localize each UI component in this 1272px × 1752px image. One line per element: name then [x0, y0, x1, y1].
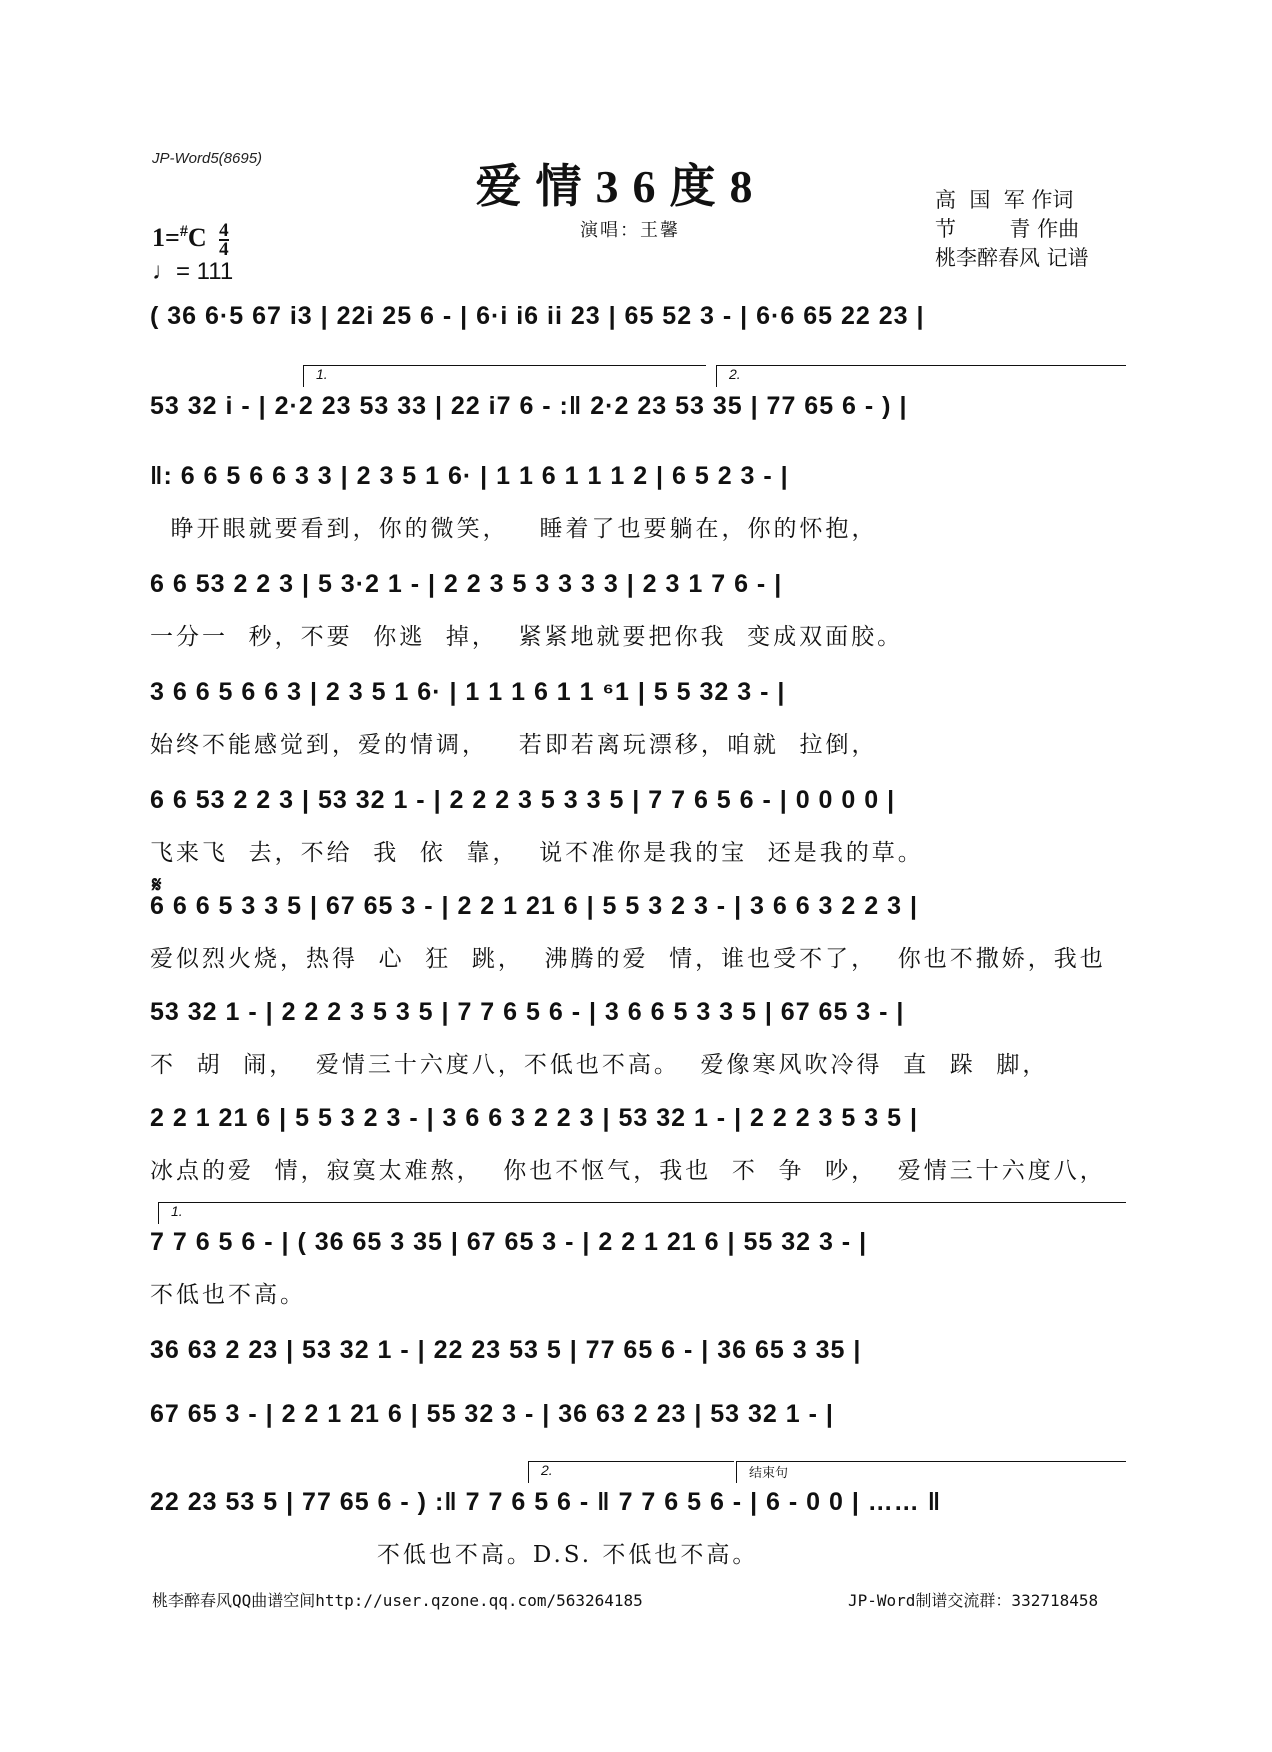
score-line-10 — [150, 1228, 1125, 1308]
volta-1: 1. — [303, 365, 706, 387]
time-top: 4 — [219, 220, 229, 241]
score-line-5 — [150, 678, 1125, 758]
score-line-9 — [150, 1104, 1125, 1184]
notation: 6 6 6 5 3 3 5 | 67 65 3 - | 2 2 1 21 6 | 5 5 3 2 3 - | 3 6 6 3 2 2 3 | — [150, 892, 918, 920]
time-signature — [219, 222, 229, 258]
lyricist-credit: 高 国 军 作词 — [935, 188, 1074, 212]
notation: 2 2 1 21 6 | 5 5 3 2 3 - | 3 6 6 3 2 2 3 | 53 32 1 - | 2 2 2 3 5 3 5 | — [150, 1104, 918, 1132]
score-line-12 — [150, 1400, 1125, 1440]
lyrics: 一分一 秒，不要 你逃 掉， 紧紧地就要把你我 变成双面胶。 — [150, 624, 904, 650]
sharp-icon: # — [179, 222, 188, 240]
key-prefix: 1= — [152, 222, 180, 252]
segno-icon: 𝄋 — [152, 872, 162, 897]
notation: 53 32 1 - | 2 2 2 3 5 3 5 | 7 7 6 5 6 - | 3 6 6 5 3 3 5 | 67 65 3 - | — [150, 998, 905, 1026]
lyrics: 飞来飞 去，不给 我 依 靠， 说不准你是我的宝 还是我的草。 — [150, 840, 924, 866]
credits — [935, 186, 1089, 273]
notation: 7 7 6 5 6 - | ( 36 65 3 35 | 67 65 3 - | 2 2 1 21 6 | 55 32 3 - | — [150, 1228, 868, 1256]
footer-right: JP-Word制谱交流群：332718458 — [848, 1591, 1099, 1610]
time-bottom: 4 — [219, 239, 229, 260]
lyrics: 不低也不高。D.S. 不低也不高。 — [150, 1542, 759, 1568]
volta-2-bottom: 2. — [528, 1461, 734, 1483]
volta-1-bottom: 1. — [158, 1202, 1126, 1224]
key-tonic: C — [187, 222, 207, 252]
score-line-6 — [150, 786, 1125, 866]
song-title: 爱情36度8 — [475, 161, 767, 212]
notation: 36 63 2 23 | 53 32 1 - | 22 23 53 5 | 77 65 6 - | 36 65 3 35 | — [150, 1336, 862, 1364]
key-signature — [152, 222, 229, 258]
lyrics: 始终不能感觉到，爱的情调， 若即若离玩漂移，咱就 拉倒， — [150, 732, 878, 758]
notation: ( 36 6·5 67 i3 | 22i 25 6 - | 6·i i6 ii 23 | 65 52 3 - | 6·6 65 22 23 | — [150, 302, 925, 330]
lyrics: 爱似烈火烧，热得 心 狂 跳， 沸腾的爱 情，谁也受不了， 你也不撒娇，我也 — [150, 946, 1106, 972]
lyrics: 睁开眼就要看到，你的微笑， 睡着了也要躺在，你的怀抱， — [150, 516, 878, 542]
notation: 67 65 3 - | 2 2 1 21 6 | 55 32 3 - | 36 63 2 23 | 53 32 1 - | — [150, 1400, 834, 1428]
score-line-2 — [150, 392, 1125, 432]
score-line-11 — [150, 1336, 1125, 1376]
transcriber-credit: 桃李醉春风 记谱 — [935, 246, 1089, 270]
composer-credit: 节 青 作曲 — [935, 217, 1080, 241]
score-line-13 — [150, 1488, 1125, 1568]
volta-2: 2. — [716, 365, 1126, 387]
notation: 6 6 53 2 2 3 | 5 3·2 1 - | 2 2 3 5 3 3 3 3 | 2 3 1 7 6 - | — [150, 570, 783, 598]
notation: ‖: 6 6 5 6 6 3 3 | 2 3 5 1 6· | 1 1 6 1 1 1 2 | 6 5 2 3 - | — [150, 462, 789, 490]
notation: 3 6 6 5 6 6 3 | 2 3 5 1 6· | 1 1 1 6 1 1 ⁶1 | 5 5 32 3 - | — [150, 678, 786, 706]
score-line-8 — [150, 998, 1125, 1078]
score-line-3 — [150, 462, 1125, 542]
lyrics: 不 胡 闹， 爱情三十六度八，不低也不高。 爱像寒风吹冷得 直 跺 脚， — [150, 1052, 1049, 1078]
tempo-marking: ♩= 111 — [152, 258, 234, 285]
footer-left: 桃李醉春风QQ曲谱空间http://user.qzone.qq.com/563264185 — [152, 1591, 643, 1610]
coda-volta: 结束句 — [736, 1461, 1126, 1483]
singer-credit: 演唱：王馨 — [580, 220, 680, 241]
score-line-7 — [150, 892, 1125, 972]
lyrics: 冰点的爱 情，寂寞太难熬， 你也不怄气，我也 不 争 吵， 爱情三十六度八， — [150, 1158, 1106, 1184]
software-label: JP-Word5(8695) — [152, 150, 263, 167]
lyrics: 不低也不高。 — [150, 1282, 306, 1308]
notation: 22 23 53 5 | 77 65 6 - ) :‖ 7 7 6 5 6 - ‖ 7 7 6 5 6 - | 6 - 0 0 | …… ‖ — [150, 1488, 942, 1516]
score-line-1 — [150, 302, 1125, 342]
notation: 6 6 53 2 2 3 | 53 32 1 - | 2 2 2 3 5 3 3 5 | 7 7 6 5 6 - | 0 0 0 0 | — [150, 786, 896, 814]
score-line-4 — [150, 570, 1125, 650]
notation: 53 32 i - | 2·2 23 53 33 | 22 i7 6 - :‖ 2·2 23 53 35 | 77 65 6 - ) | — [150, 392, 908, 420]
